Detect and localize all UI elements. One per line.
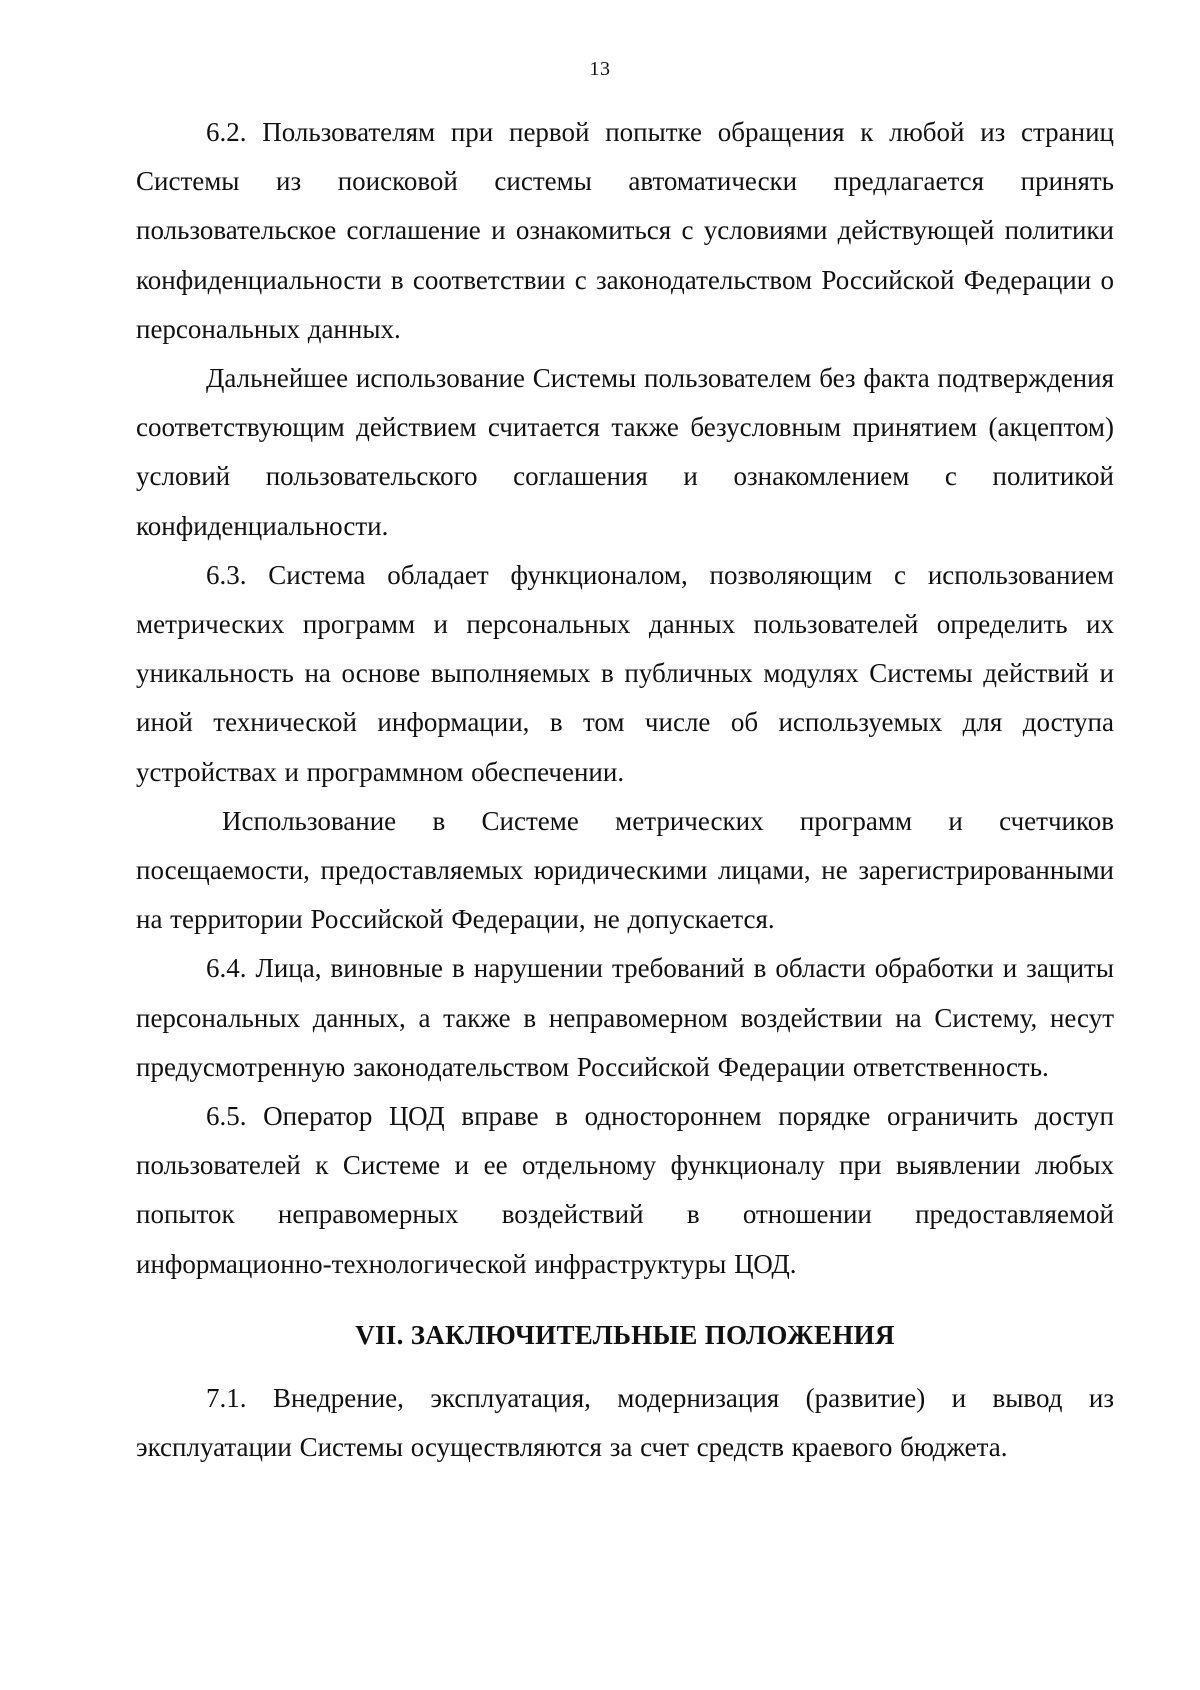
paragraph-6-4: 6.4. Лица, виновные в нарушении требований в области обработки и защиты персональных данных, а также в неправомерном воздействии на Систему, несут предусмотренную законодательством Российской Федерации ответственность. [136, 953, 1114, 1082]
paragraph-6-3: 6.3. Система обладает функционалом, позволяющим с использованием метрических программ и персональных данных пользователей определить их уникальность на основе выполняемых в публичных модулях Системы действий и иной технической информации, в том числе об используемых для доступа устройствах и программном обеспечении. [136, 559, 1114, 787]
page-number: 13 [589, 58, 611, 80]
paragraph-6-3-continuation: Использование в Системе метрических программ и счетчиков посещаемости, предоставляемых юридическими лицами, не зарегистрированными на территории Российской Федерации, не допускается. [136, 805, 1114, 935]
paragraph-6-2-continuation: Дальнейшее использование Системы пользователем без факта подтверждения соответствующим действием считается также безусловным принятием (акцептом) условий пользовательского соглашения и ознакомлением с политикой конфиденциальности. [136, 363, 1114, 541]
paragraph-7-1: 7.1. Внедрение, эксплуатация, модернизация (развитие) и вывод из эксплуатации Системы осуществляются за счет средств краевого бюджета. [136, 1382, 1114, 1463]
paragraph-6-2: 6.2. Пользователям при первой попытке обращения к любой из страниц Системы из поисковой системы автоматически предлагается принять пользовательское соглашение и ознакомиться с условиями действующей политики конфиденциальности в соответствии с законодательством Российской Федерации о персональных данных. [136, 117, 1114, 344]
section-heading: VII. ЗАКЛЮЧИТЕЛЬНЫЕ ПОЛОЖЕНИЯ [355, 1319, 895, 1350]
paragraph-6-5: 6.5. Оператор ЦОД вправе в одностороннем порядке ограничить доступ пользователей к Системе и ее отдельному функционалу при выявлении любых попыток неправомерных воздействий в отношении предоставляемой информационно-технологической инфраструктуры ЦОД. [136, 1101, 1114, 1279]
document-body [136, 108, 1114, 1472]
